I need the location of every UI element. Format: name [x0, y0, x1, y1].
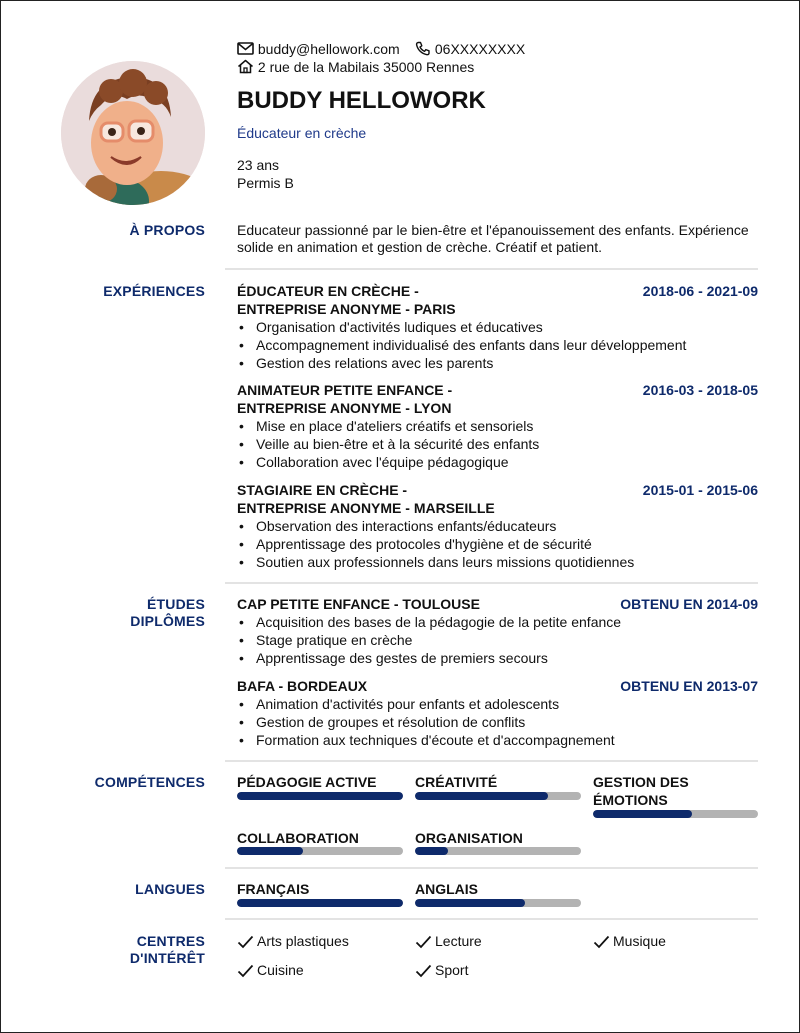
skill-name: GESTION DES ÉMOTIONS — [593, 774, 689, 808]
interest-label: Arts plastiques — [257, 933, 349, 949]
bullet-item: • Mise en place d'ateliers créatifs et sensoriels — [237, 417, 758, 435]
divider — [225, 918, 758, 920]
email-text: buddy@hellowork.com — [257, 41, 400, 57]
check-icon — [593, 935, 610, 949]
address-line — [237, 58, 474, 76]
bullet-item: • Veille au bien-être et à la sécurité des enfants — [237, 435, 758, 453]
bullet-item: • Soutien aux professionnels dans leurs missions quotidiennes — [237, 553, 758, 571]
section-label-education-1: ÉTUDES — [147, 596, 205, 612]
skill-name: COLLABORATION — [237, 830, 359, 846]
interest-label: Sport — [435, 962, 469, 978]
skill-name: CRÉATIVITÉ — [415, 774, 498, 790]
section-label-experiences: EXPÉRIENCES — [103, 283, 205, 299]
experience-bullets — [237, 517, 758, 571]
skill-bar — [237, 792, 403, 800]
section-label-about: À PROPOS — [129, 222, 205, 238]
skill-bar-fill — [415, 792, 548, 800]
language-bar-fill — [415, 899, 525, 907]
experience-date: 2016-03 - 2018-05 — [642, 382, 758, 398]
experience-title-line-1: STAGIAIRE EN CRÈCHE - — [237, 482, 408, 498]
phone-icon — [415, 41, 431, 56]
skill-bar — [415, 847, 581, 855]
bullet-item: • Acquisition des bases de la pédagogie de la petite enfance — [237, 613, 758, 631]
experience-title-line-1: ANIMATEUR PETITE ENFANCE - — [237, 382, 453, 398]
education-date: OBTENU EN 2014-09 — [620, 596, 758, 612]
email-icon — [237, 42, 254, 55]
language-bar — [237, 899, 403, 907]
bullet-item: • Apprentissage des protocoles d'hygiène et de sécurité — [237, 535, 758, 553]
interest-item — [415, 932, 482, 950]
skill-name: ORGANISATION — [415, 830, 523, 846]
skill-bar — [415, 792, 581, 800]
interest-item — [415, 961, 468, 979]
education-date: OBTENU EN 2013-07 — [620, 678, 758, 694]
section-label-skills: COMPÉTENCES — [94, 774, 205, 790]
interest-item — [593, 932, 666, 950]
about-text-line-2: solide en animation et gestion de crèche. Créatif et patient. — [237, 239, 602, 255]
divider — [225, 268, 758, 270]
phone-line[interactable] — [415, 40, 525, 58]
section-label-languages: LANGUES — [135, 881, 205, 897]
bullet-item: • Organisation d'activités ludiques et éducatives — [237, 318, 758, 336]
skill-bar-fill — [415, 847, 448, 855]
about-text-line-1: Educateur passionné par le bien-être et l'épanouissement des enfants. Expérience — [237, 222, 749, 238]
bullet-item: • Formation aux techniques d'écoute et d'accompagnement — [237, 731, 758, 749]
education-bullets — [237, 695, 758, 749]
experience-title-line-2: ENTREPRISE ANONYME - MARSEILLE — [237, 500, 495, 516]
skill-bar-fill — [237, 847, 303, 855]
language-name: ANGLAIS — [415, 881, 478, 897]
skill-name: PÉDAGOGIE ACTIVE — [237, 774, 377, 790]
experience-bullets — [237, 417, 758, 471]
divider — [225, 867, 758, 869]
bullet-item: • Accompagnement individualisé des enfants dans leur développement — [237, 336, 758, 354]
bullet-item: • Stage pratique en crèche — [237, 631, 758, 649]
section-label-interests-2: D'INTÉRÊT — [129, 950, 205, 966]
bullet-item: • Gestion des relations avec les parents — [237, 354, 758, 372]
education-title: CAP PETITE ENFANCE - TOULOUSE — [237, 596, 480, 612]
language-name: FRANÇAIS — [237, 881, 310, 897]
bullet-item: • Observation des interactions enfants/éducateurs — [237, 517, 758, 535]
skill-bar-fill — [237, 792, 403, 800]
candidate-name: BUDDY HELLOWORK — [237, 87, 486, 114]
interest-label: Lecture — [435, 933, 482, 949]
age: 23 ans — [237, 157, 280, 173]
divider — [225, 760, 758, 762]
skill-bar-fill — [593, 810, 692, 818]
avatar — [61, 61, 205, 205]
language-bar-fill — [237, 899, 403, 907]
section-label-education-2: DIPLÔMES — [130, 613, 205, 629]
bullet-item: • Apprentissage des gestes de premiers secours — [237, 649, 758, 667]
skill-bar — [237, 847, 403, 855]
language-bar — [415, 899, 581, 907]
check-icon — [415, 964, 432, 978]
interest-label: Musique — [613, 933, 666, 949]
driving-license: Permis B — [237, 175, 294, 191]
check-icon — [237, 935, 254, 949]
experience-title-line-2: ENTREPRISE ANONYME - LYON — [237, 400, 452, 416]
phone-text: 06XXXXXXXX — [434, 41, 526, 57]
education-bullets — [237, 613, 758, 667]
check-icon — [415, 935, 432, 949]
home-icon — [237, 59, 254, 74]
avatar-illustration — [61, 61, 205, 205]
address-text: 2 rue de la Mabilais 35000 Rennes — [257, 59, 475, 75]
experience-title-line-2: ENTREPRISE ANONYME - PARIS — [237, 301, 456, 317]
divider — [225, 582, 758, 584]
experience-date: 2015-01 - 2015-06 — [642, 482, 758, 498]
email-line[interactable] — [237, 40, 400, 58]
section-label-interests-1: CENTRES — [136, 933, 205, 949]
interest-item — [237, 932, 349, 950]
experience-bullets — [237, 318, 758, 372]
job-title: Éducateur en crèche — [237, 125, 367, 141]
experience-date: 2018-06 - 2021-09 — [642, 283, 758, 299]
bullet-item: • Collaboration avec l'équipe pédagogique — [237, 453, 758, 471]
check-icon — [237, 964, 254, 978]
education-title: BAFA - BORDEAUX — [237, 678, 368, 694]
interest-label: Cuisine — [257, 962, 304, 978]
interest-item — [237, 961, 304, 979]
experience-title-line-1: ÉDUCATEUR EN CRÈCHE - — [237, 283, 419, 299]
bullet-item: • Animation d'activités pour enfants et adolescents — [237, 695, 758, 713]
skill-bar — [593, 810, 758, 818]
bullet-item: • Gestion de groupes et résolution de conflits — [237, 713, 758, 731]
